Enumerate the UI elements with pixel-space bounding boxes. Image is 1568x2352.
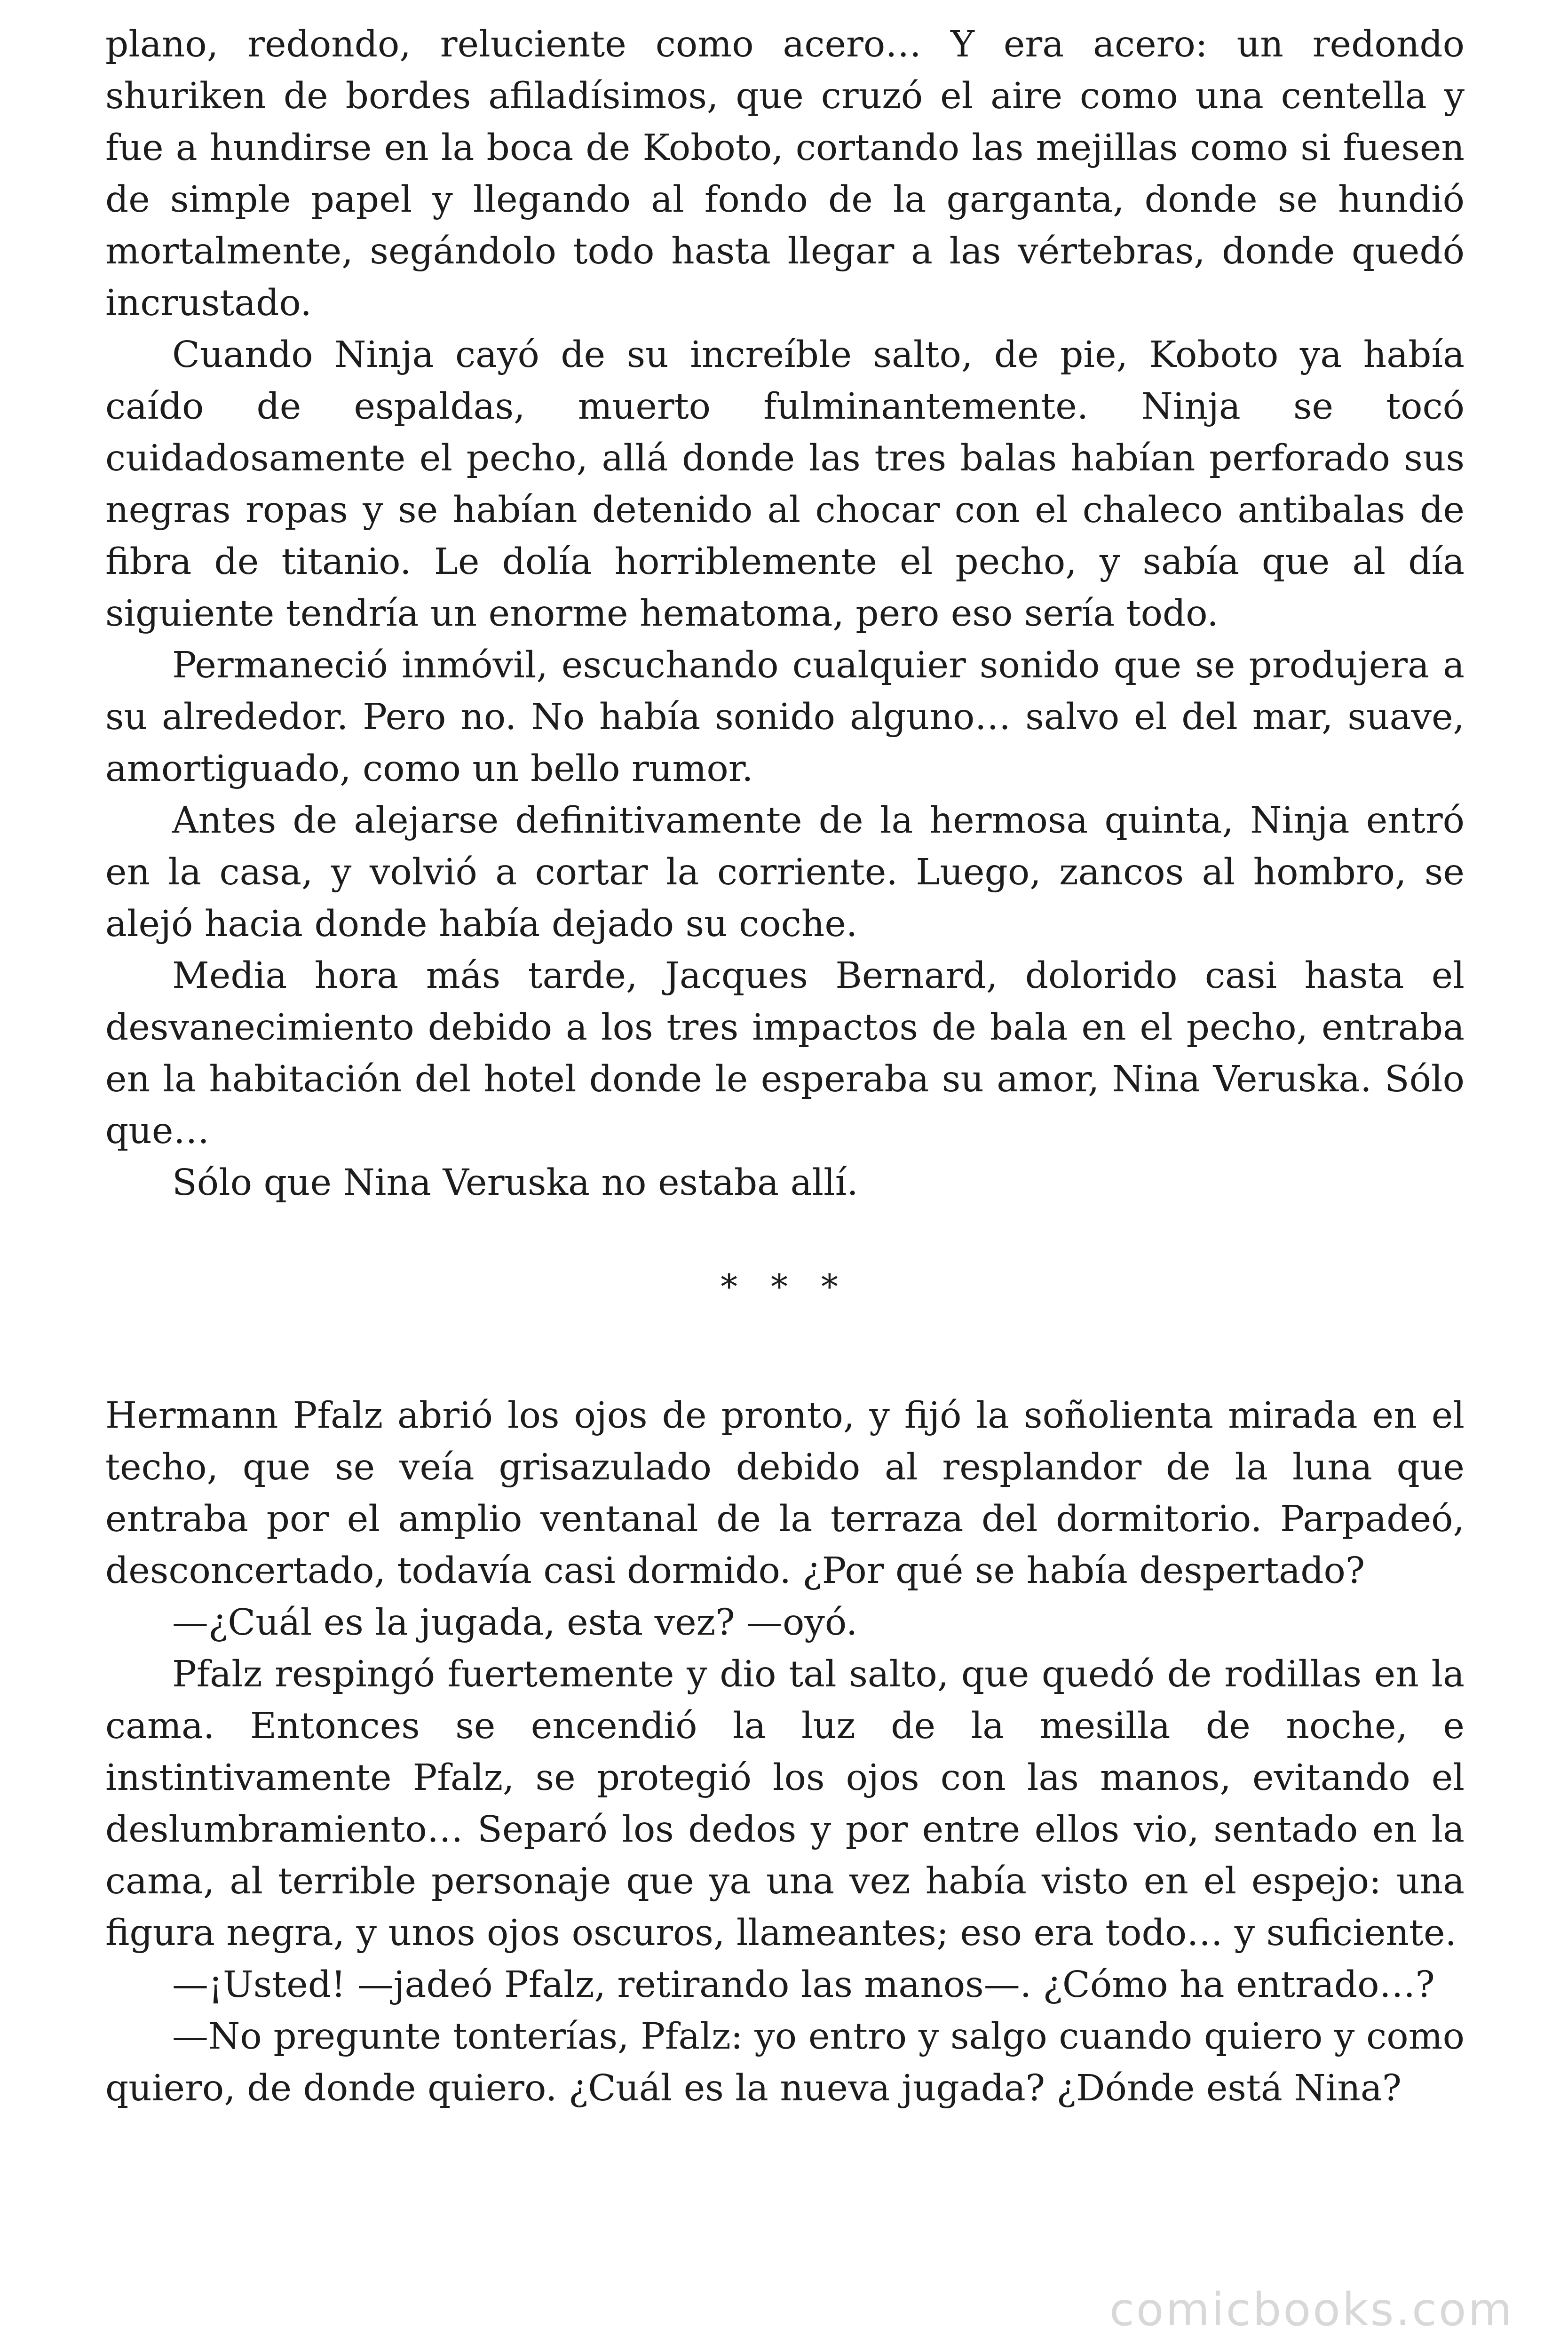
paragraph-continuation: plano, redondo, reluciente como acero… Y era acero: un redondo shuriken de bordes afiladísimos, que cruzó el aire como una centella y fue a hundirse en la boca de Koboto, cortando las mejillas como si fuesen de simple papel y llegando al fondo de la garganta, donde se hundió mortalmente, segándolo todo hasta llegar a las vértebras, donde quedó incrustado. <box>105 24 1465 324</box>
dialogue-paragraph: —¿Cuál es la jugada, esta vez? —oyó. <box>172 1602 858 1644</box>
paragraph: Media hora más tarde, Jacques Bernard, dolorido casi hasta el desvanecimiento debido a los tres impactos de bala en el pecho, entraba en la habitación del hotel donde le esperaba su amor, Nina Veruska. Sólo que… <box>105 955 1465 1152</box>
dialogue-paragraph: —No pregunte tonterías, Pfalz: yo entro y salgo cuando quiero y como quiero, de donde quiero. ¿Cuál es la nueva jugada? ¿Dónde está Nina? <box>105 2016 1465 2109</box>
paragraph-section-start: Hermann Pfalz abrió los ojos de pronto, y fijó la soñolienta mirada en el techo, que se veía grisazulado debido al resplandor de la luna que entraba por el amplio ventanal de la terraza del dormitorio. Parpadeó, desconcertado, todavía casi dormido. ¿Por qué se había despertado? <box>105 1395 1465 1592</box>
paragraph: Pfalz respingó fuertemente y dio tal salto, que quedó de rodillas en la cama. Entonces se encendió la luz de la mesilla de noche, e instintivamente Pfalz, se protegió los ojos con las manos, evitando el deslumbramiento… Separó los dedos y por entre ellos vio, sentado en la cama, al terrible personaje que ya una vez había visto en el espejo: una figura negra, y unos ojos oscuros, llameantes; eso era todo… y suficiente. <box>105 1653 1465 1954</box>
book-page <box>105 19 1465 2114</box>
watermark: comicbooks.com <box>1109 2283 1514 2336</box>
section-separator: * * * <box>721 1267 849 1306</box>
paragraph: Sólo que Nina Veruska no estaba allí. <box>172 1162 858 1204</box>
paragraph: Antes de alejarse definitivamente de la hermosa quinta, Ninja entró en la casa, y volvió a cortar la corriente. Luego, zancos al hombro, se alejó hacia donde había dejado su coche. <box>105 800 1465 945</box>
paragraph: Cuando Ninja cayó de su increíble salto, de pie, Koboto ya había caído de espaldas, muerto fulminantemente. Ninja se tocó cuidadosamente el pecho, allá donde las tres balas habían perforado sus negras ropas y se habían detenido al chocar con el chaleco antibalas de fibra de titanio. Le dolía horriblemente el pecho, y sabía que al día siguiente tendría un enorme hematoma, pero eso sería todo. <box>105 334 1465 635</box>
paragraph: Permaneció inmóvil, escuchando cualquier sonido que se produjera a su alrededor. Pero no. No había sonido alguno… salvo el del mar, suave, amortiguado, como un bello rumor. <box>105 644 1465 790</box>
dialogue-paragraph: —¡Usted! —jadeó Pfalz, retirando las manos—. ¿Cómo ha entrado…? <box>172 1964 1435 2006</box>
